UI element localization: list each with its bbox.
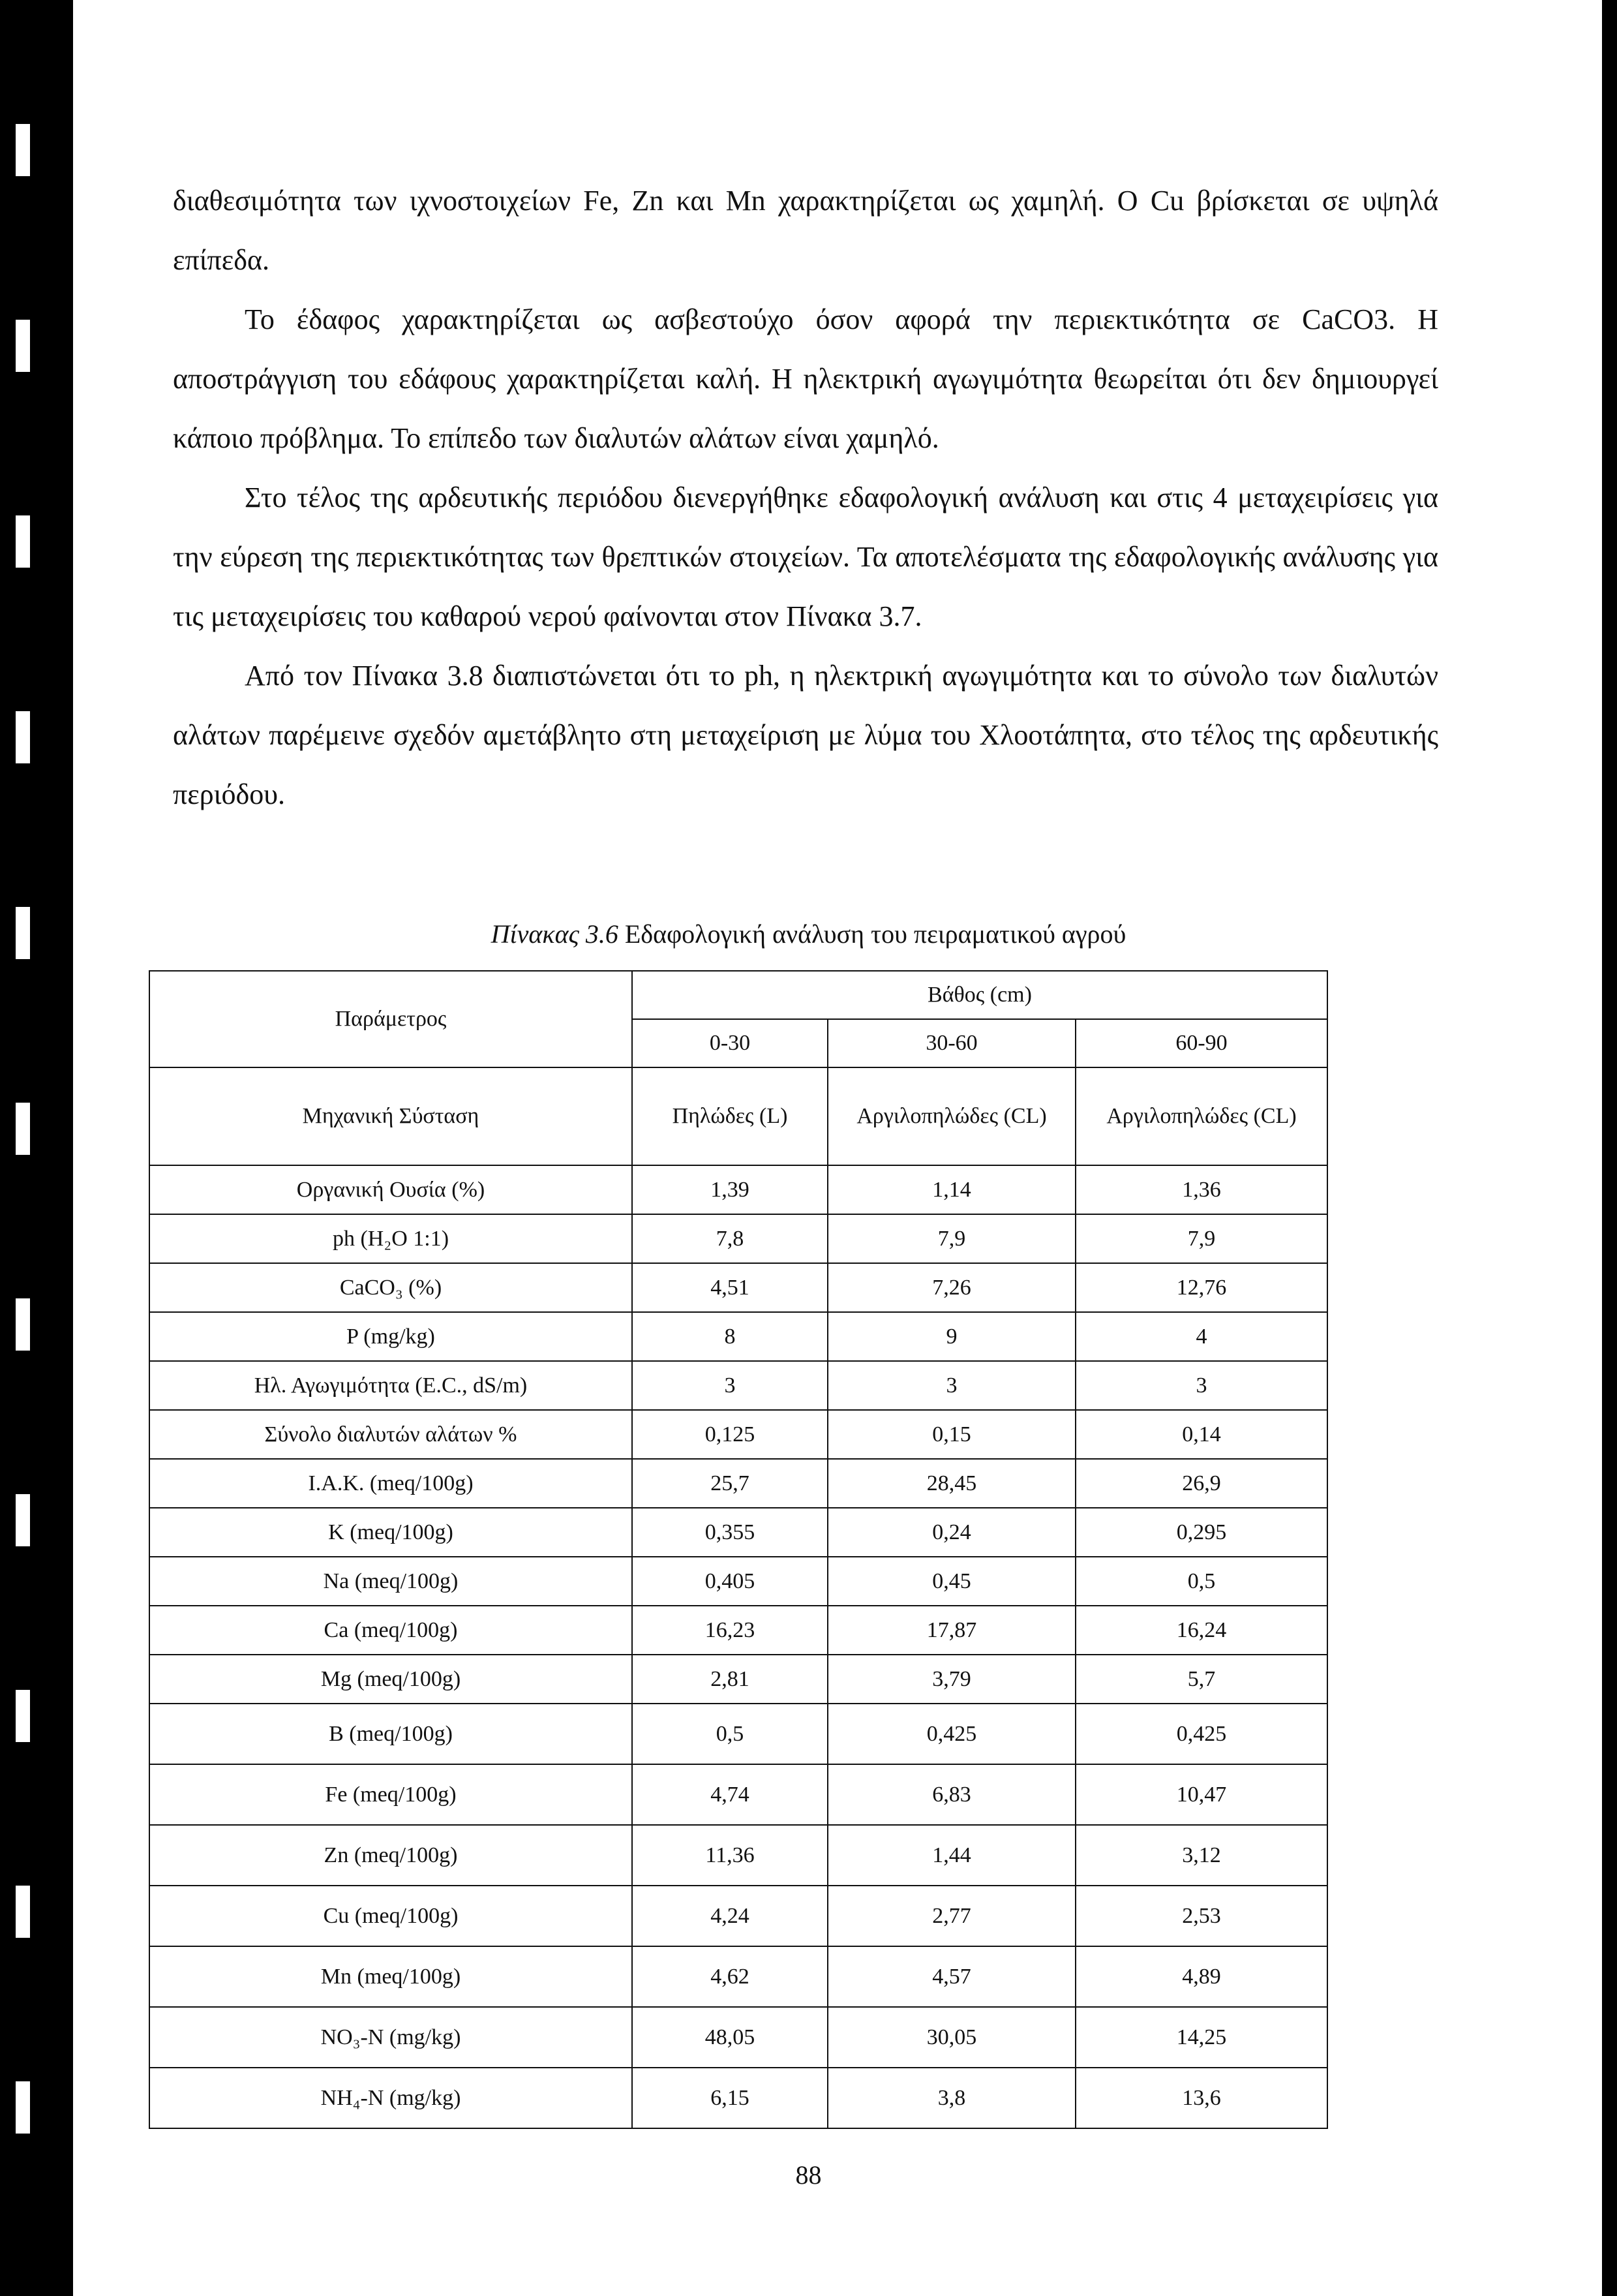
sprocket-hole <box>16 515 30 568</box>
value-cell: 3,8 <box>828 2068 1076 2128</box>
value-cell: 4,24 <box>632 1886 828 1946</box>
value-cell: 30,05 <box>828 2007 1076 2068</box>
value-cell: 9 <box>828 1312 1076 1361</box>
value-cell: 0,5 <box>632 1704 828 1764</box>
table-row <box>149 1459 1327 1508</box>
value-cell: 16,23 <box>632 1606 828 1655</box>
value-cell: 1,36 <box>1076 1165 1327 1214</box>
param-cell: Zn (meq/100g) <box>149 1825 632 1886</box>
value-cell: 4,57 <box>828 1946 1076 2007</box>
table-row <box>149 1508 1327 1557</box>
table-row <box>149 1263 1327 1312</box>
paragraph-1: διαθεσιμότητα των ιχνοστοιχείων Fe, Zn και Mn χαρακτηρίζεται ως χαμηλή. O Cu βρίσκεται σε υψηλά επίπεδα. <box>173 185 1438 276</box>
value-cell: 4,89 <box>1076 1946 1327 2007</box>
value-cell: 8 <box>632 1312 828 1361</box>
value-cell: 3 <box>1076 1361 1327 1410</box>
param-cell: Na (meq/100g) <box>149 1557 632 1606</box>
table-row <box>149 1886 1327 1946</box>
value-cell: 1,39 <box>632 1165 828 1214</box>
value-cell: 0,125 <box>632 1410 828 1459</box>
soil-analysis-table <box>149 970 1328 2129</box>
value-cell: 28,45 <box>828 1459 1076 1508</box>
table-caption-title: Εδαφολογική ανάλυση του πειραματικού αγρού <box>624 919 1126 949</box>
value-cell: 13,6 <box>1076 2068 1327 2128</box>
param-header: Παράμετρος <box>149 971 632 1067</box>
param-cell: I.A.K. (meq/100g) <box>149 1459 632 1508</box>
value-cell: 3,12 <box>1076 1825 1327 1886</box>
table-row <box>149 2007 1327 2068</box>
param-cell: ph (H₂O 1:1) <box>149 1214 632 1263</box>
value-cell: 3,79 <box>828 1655 1076 1704</box>
value-cell: 7,26 <box>828 1263 1076 1312</box>
value-cell: 26,9 <box>1076 1459 1327 1508</box>
sprocket-hole <box>16 2081 30 2134</box>
value-cell: 1,14 <box>828 1165 1076 1214</box>
value-cell: 6,83 <box>828 1764 1076 1825</box>
value-cell: 0,425 <box>828 1704 1076 1764</box>
table-row <box>149 1557 1327 1606</box>
sprocket-hole <box>16 711 30 763</box>
param-cell: Σύνολο διαλυτών αλάτων % <box>149 1410 632 1459</box>
value-cell: 14,25 <box>1076 2007 1327 2068</box>
value-cell: 4 <box>1076 1312 1327 1361</box>
param-cell: Mn (meq/100g) <box>149 1946 632 2007</box>
table-row <box>149 1764 1327 1825</box>
value-cell: 4,51 <box>632 1263 828 1312</box>
table-row <box>149 1312 1327 1361</box>
value-cell: 16,24 <box>1076 1606 1327 1655</box>
texture-value: Πηλώδες (L) <box>632 1067 828 1165</box>
param-cell: Οργανική Ουσία (%) <box>149 1165 632 1214</box>
param-cell: B (meq/100g) <box>149 1704 632 1764</box>
value-cell: 0,45 <box>828 1557 1076 1606</box>
value-cell: 0,24 <box>828 1508 1076 1557</box>
texture-value: Αργιλοπηλώδες (CL) <box>828 1067 1076 1165</box>
table-row <box>149 1361 1327 1410</box>
value-cell: 11,36 <box>632 1825 828 1886</box>
table-row <box>149 2068 1327 2128</box>
sprocket-hole <box>16 1690 30 1742</box>
sprocket-hole <box>16 1298 30 1351</box>
param-cell: Ηλ. Αγωγιμότητα (E.C., dS/m) <box>149 1361 632 1410</box>
value-cell: 10,47 <box>1076 1764 1327 1825</box>
table-row <box>149 1825 1327 1886</box>
sprocket-hole <box>16 124 30 176</box>
value-cell: 6,15 <box>632 2068 828 2128</box>
table-row <box>149 1946 1327 2007</box>
value-cell: 7,9 <box>828 1214 1076 1263</box>
value-cell: 3 <box>828 1361 1076 1410</box>
value-cell: 4,74 <box>632 1764 828 1825</box>
sprocket-hole <box>16 1103 30 1155</box>
table-row <box>149 1655 1327 1704</box>
value-cell: 0,425 <box>1076 1704 1327 1764</box>
value-cell: 48,05 <box>632 2007 828 2068</box>
value-cell: 25,7 <box>632 1459 828 1508</box>
value-cell: 7,9 <box>1076 1214 1327 1263</box>
value-cell: 7,8 <box>632 1214 828 1263</box>
paragraph-2: Το έδαφος χαρακτηρίζεται ως ασβεστούχο όσον αφορά την περιεκτικότητα σε CaCO3. Η αποστράγγιση του εδάφους χαρακτηρίζεται καλή. Η ηλεκτρική αγωγιμότητα θεωρείται ότι δεν δημιουργεί κάποιο πρόβλημα. Το επίπεδο των διαλυτών αλάτων είναι χαμηλό. <box>173 303 1438 454</box>
param-cell: NO₃-N (mg/kg) <box>149 2007 632 2068</box>
texture-row <box>149 1067 1327 1165</box>
sprocket-hole <box>16 1494 30 1546</box>
depth-60-90: 60-90 <box>1076 1019 1327 1067</box>
table-caption <box>0 919 1617 949</box>
value-cell: 3 <box>632 1361 828 1410</box>
table-row <box>149 1410 1327 1459</box>
value-cell: 2,77 <box>828 1886 1076 1946</box>
value-cell: 12,76 <box>1076 1263 1327 1312</box>
value-cell: 17,87 <box>828 1606 1076 1655</box>
value-cell: 2,81 <box>632 1655 828 1704</box>
table-row <box>149 1606 1327 1655</box>
param-cell: Fe (meq/100g) <box>149 1764 632 1825</box>
paragraph-3: Στο τέλος της αρδευτικής περιόδου διενεργήθηκε εδαφολογική ανάλυση και στις 4 μεταχειρίσεις για την εύρεση της περιεκτικότητας των θρεπτικών στοιχείων. Τα αποτελέσματα της εδαφολογικής ανάλυσης για τις μεταχειρίσεις του καθαρού νερού φαίνονται στον Πίνακα 3.7. <box>173 482 1438 632</box>
body-text <box>173 171 1438 824</box>
value-cell: 0,295 <box>1076 1508 1327 1557</box>
table-row <box>149 1214 1327 1263</box>
value-cell: 0,15 <box>828 1410 1076 1459</box>
sprocket-hole <box>16 320 30 372</box>
param-cell: Cu (meq/100g) <box>149 1886 632 1946</box>
film-strip-border <box>0 0 73 2296</box>
value-cell: 0,5 <box>1076 1557 1327 1606</box>
param-cell: NH₄-N (mg/kg) <box>149 2068 632 2128</box>
param-cell: CaCO₃ (%) <box>149 1263 632 1312</box>
value-cell: 0,405 <box>632 1557 828 1606</box>
table-row <box>149 1165 1327 1214</box>
value-cell: 2,53 <box>1076 1886 1327 1946</box>
value-cell: 4,62 <box>632 1946 828 2007</box>
texture-value: Αργιλοπηλώδες (CL) <box>1076 1067 1327 1165</box>
param-cell: Mg (meq/100g) <box>149 1655 632 1704</box>
table-header-row <box>149 971 1327 1019</box>
page-number: 88 <box>795 2160 822 2190</box>
value-cell: 0,14 <box>1076 1410 1327 1459</box>
value-cell: 1,44 <box>828 1825 1076 1886</box>
value-cell: 0,355 <box>632 1508 828 1557</box>
sprocket-hole <box>16 1886 30 1938</box>
depth-header: Βάθος (cm) <box>632 971 1327 1019</box>
table-caption-label: Πίνακας 3.6 <box>491 919 618 949</box>
texture-label: Μηχανική Σύσταση <box>149 1067 632 1165</box>
value-cell: 5,7 <box>1076 1655 1327 1704</box>
table-row <box>149 1704 1327 1764</box>
table-body <box>149 1165 1327 2128</box>
paragraph-4: Από τον Πίνακα 3.8 διαπιστώνεται ότι το ph, η ηλεκτρική αγωγιμότητα και το σύνολο των διαλυτών αλάτων παρέμεινε σχεδόν αμετάβλητο στη μεταχείριση με λύμα του Χλοοτάπητα, στο τέλος της αρδευτικής περιόδου. <box>173 660 1438 810</box>
depth-0-30: 0-30 <box>632 1019 828 1067</box>
param-cell: K (meq/100g) <box>149 1508 632 1557</box>
param-cell: P (mg/kg) <box>149 1312 632 1361</box>
param-cell: Ca (meq/100g) <box>149 1606 632 1655</box>
depth-30-60: 30-60 <box>828 1019 1076 1067</box>
